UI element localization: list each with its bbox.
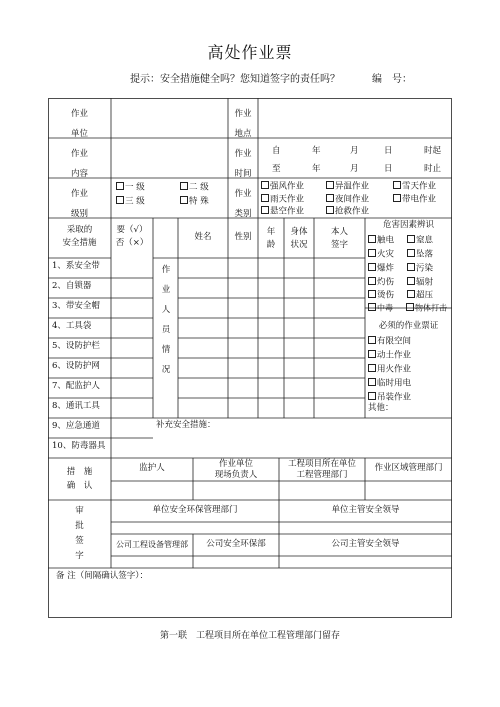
checkbox-icon	[116, 182, 124, 190]
checkbox-icon	[368, 249, 376, 257]
checkbox-icon	[393, 181, 401, 189]
checkbox-icon	[368, 277, 376, 285]
checkbox-icon	[407, 235, 415, 243]
approval-label: 审 批 签 字	[75, 506, 84, 561]
unit-env-dept-label: 单位安全环保管理部门	[152, 505, 238, 515]
name-column-header: 姓名	[194, 232, 212, 242]
checkbox-icon	[180, 182, 188, 190]
checkbox-icon	[368, 235, 376, 243]
checkbox-icon	[368, 303, 376, 311]
permit-form-table	[48, 98, 452, 618]
remark-label: 备 注（间隔确认签字）：	[56, 571, 148, 581]
hazard-option[interactable]: 坠落	[407, 249, 433, 260]
type-option[interactable]: 雪天作业	[393, 181, 436, 192]
co-env-dept-label: 公司安全环保部	[206, 539, 266, 549]
checkbox-icon	[368, 263, 376, 271]
level-option[interactable]: 一 级	[116, 182, 145, 193]
hazard-option[interactable]: 物体打击	[406, 303, 447, 313]
measure-item: 9、应急通道	[52, 421, 100, 431]
time-from-month: 月	[350, 146, 359, 156]
certs-header: 必须的作业票证	[378, 321, 439, 331]
personnel-side-label: 作 业 人 员 情 况	[161, 265, 171, 375]
hazard-option[interactable]: 爆炸	[368, 263, 394, 274]
measure-item: 1、系安全带	[52, 261, 100, 271]
co-equip-dept-label: 公司工程设备管理部	[116, 540, 188, 549]
signature-column-header: 本人 签字	[330, 227, 348, 250]
form-title: 高处作业票	[207, 43, 293, 62]
checkbox-icon	[261, 181, 269, 189]
measure-item: 7、配监护人	[52, 381, 100, 391]
checkbox-icon	[180, 196, 188, 204]
checkbox-icon	[326, 206, 334, 214]
measure-item: 10、防毒器具	[52, 441, 106, 451]
hazard-option[interactable]: 烫伤	[368, 290, 394, 301]
type-label: 作业 类别	[234, 189, 252, 219]
hazard-option[interactable]: 灼伤	[368, 277, 394, 288]
level-option[interactable]: 二 级	[180, 182, 209, 193]
checkbox-icon	[407, 249, 415, 257]
type-option[interactable]: 抢救作业	[326, 206, 369, 217]
cert-option[interactable]: 动土作业	[368, 350, 411, 361]
checkbox-icon	[368, 378, 376, 386]
unit-leader-label: 单位主管安全领导	[331, 505, 400, 515]
checkbox-icon	[406, 303, 414, 311]
hazard-option[interactable]: 火灾	[368, 249, 394, 260]
age-column-header: 年 龄	[266, 227, 276, 250]
footer-note: 第一联 工程项目所在单位工程管理部门留存	[159, 631, 340, 641]
unit-label: 作业 单位	[70, 109, 88, 139]
time-from-year: 年	[312, 146, 321, 156]
serial-number-label: 编 号：	[372, 74, 412, 85]
type-option[interactable]: 悬空作业	[261, 206, 304, 217]
type-option[interactable]: 带电作业	[393, 194, 436, 205]
hazard-option[interactable]: 中毒	[368, 303, 393, 313]
measure-item: 5、设防护栏	[52, 341, 100, 351]
health-column-header: 身体 状况	[290, 227, 308, 250]
measure-item: 3、带安全帽	[52, 301, 100, 311]
zone-dept-label: 作业区域管理部门	[374, 463, 443, 473]
co-leader-label: 公司主管安全领导	[331, 539, 400, 549]
cert-other-label: 其他：	[368, 403, 394, 413]
type-option[interactable]: 雨天作业	[261, 194, 304, 205]
hazard-option[interactable]: 辐射	[407, 277, 433, 288]
checkbox-icon	[116, 196, 124, 204]
safety-tip: 提示：安全措施健全吗？您知道签字的责任吗？	[130, 74, 340, 85]
time-to-prefix: 至	[272, 164, 281, 174]
checkbox-icon	[261, 194, 269, 202]
time-to-day: 日	[384, 164, 393, 174]
hazard-option[interactable]: 窒息	[407, 235, 433, 246]
gender-column-header: 性别	[234, 232, 252, 242]
checkbox-icon	[326, 194, 334, 202]
time-label: 作业 时间	[234, 149, 252, 179]
yes-no-header: 要（√） 否（×）	[115, 225, 149, 248]
confirm-label: 措 施 确 认	[66, 467, 93, 491]
checkbox-icon	[393, 194, 401, 202]
time-to-month: 月	[350, 164, 359, 174]
hazard-option[interactable]: 超压	[407, 290, 433, 301]
level-label: 作业 级别	[70, 189, 88, 219]
guardian-label: 监护人	[139, 463, 165, 473]
content-label: 作业 内容	[70, 149, 88, 179]
checkbox-icon	[326, 181, 334, 189]
cert-option[interactable]: 用火作业	[368, 364, 411, 375]
checkbox-icon	[368, 350, 376, 358]
hazard-option[interactable]: 污染	[407, 263, 433, 274]
time-from-prefix: 自	[272, 146, 281, 156]
supplement-label: 补充安全措施：	[156, 420, 216, 430]
project-dept-label: 工程项目所在单位 工程管理部门	[287, 459, 356, 480]
checkbox-icon	[368, 336, 376, 344]
time-from-day: 日	[384, 146, 393, 156]
time-from-hour: 时起	[424, 146, 442, 156]
time-to-hour: 时止	[424, 164, 442, 174]
measure-item: 8、通讯工具	[52, 401, 100, 411]
cert-option[interactable]: 吊装作业	[368, 392, 411, 403]
cert-option[interactable]: 有限空间	[368, 336, 411, 347]
measures-header: 采取的 安全措施	[62, 225, 97, 248]
type-option[interactable]: 强风作业	[261, 181, 304, 192]
hazards-header: 危害因素辨识	[382, 220, 434, 230]
checkbox-icon	[261, 206, 269, 214]
checkbox-icon	[368, 290, 376, 298]
type-option[interactable]: 夜间作业	[326, 194, 369, 205]
measure-item: 6、设防护网	[52, 361, 100, 371]
cert-option[interactable]: 临时用电	[368, 378, 411, 389]
measure-item: 4、工具袋	[52, 321, 92, 331]
location-label: 作业 地点	[234, 109, 252, 139]
level-option[interactable]: 三 级	[116, 196, 145, 207]
checkbox-icon	[368, 392, 376, 400]
checkbox-icon	[407, 277, 415, 285]
checkbox-icon	[407, 290, 415, 298]
time-to-year: 年	[312, 164, 321, 174]
type-option[interactable]: 异温作业	[326, 181, 369, 192]
checkbox-icon	[407, 263, 415, 271]
checkbox-icon	[368, 364, 376, 372]
level-option[interactable]: 特 殊	[180, 196, 209, 207]
hazard-option[interactable]: 触电	[368, 235, 394, 246]
onsite-leader-label: 作业单位 现场负责人	[214, 459, 258, 480]
measure-item: 2、自锁器	[52, 281, 92, 291]
